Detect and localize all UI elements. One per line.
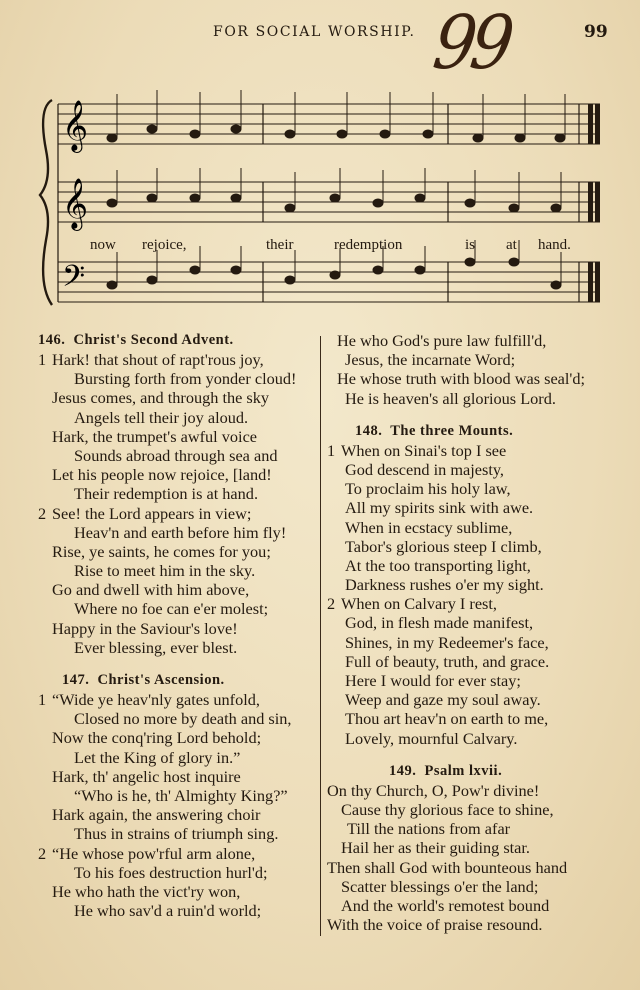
hymn-line: Sounds abroad through sea and <box>74 445 278 465</box>
hymn-line: Rise, ye saints, he comes for you; <box>52 541 271 561</box>
hymn-title: Psalm lxvii. <box>424 762 503 779</box>
verse-number: 2 <box>327 594 336 614</box>
hymn-number: 148. <box>355 422 383 439</box>
hymn-line: 1 “Wide ye heav'nly gates unfold, <box>38 690 260 709</box>
hymn-line: He who sav'd a ruin'd world; <box>74 901 262 921</box>
verse-number: 2 <box>38 843 47 863</box>
hymn-line: Let the King of glory in.” <box>74 747 241 767</box>
hymn-line: Ever blessing, ever blest. <box>74 637 238 657</box>
hymn-line: Cause thy glorious face to shine, <box>341 799 554 819</box>
hymn-line: “Who is he, th' Almighty King?” <box>74 785 288 805</box>
hymn-line: Tabor's glorious steep I climb, <box>345 536 542 556</box>
hymn-line: Now the conq'ring Lord behold; <box>52 728 262 748</box>
hymn-number: 146. <box>38 332 66 348</box>
hymn-line: Bursting forth from yonder cloud! <box>74 369 297 389</box>
hymn-line: Shines, in my Redeemer's face, <box>345 632 549 652</box>
hymn-heading <box>38 671 320 690</box>
verse-number: 1 <box>327 440 336 460</box>
hymn-line: 1 When on Sinai's top I see <box>327 440 507 460</box>
right-column <box>327 331 627 934</box>
hymn-title: Christ's Ascension. <box>97 672 225 688</box>
page-header <box>0 0 640 86</box>
hymn-line: Hark, the trumpet's awful voice <box>52 426 258 446</box>
hymn-line: Closed no more by death and sin, <box>74 709 292 729</box>
column-divider <box>320 336 321 936</box>
hymn-line: Heav'n and earth before him fly! <box>74 522 287 542</box>
lyric-word: redemption <box>334 237 403 253</box>
hymn-line: On thy Church, O, Pow'r divine! <box>327 780 540 800</box>
hymn-line: Go and dwell with him above, <box>52 580 250 600</box>
hymn-line: Darkness rushes o'er my sight. <box>345 575 544 595</box>
hymn-line: 2 “He whose pow'rful arm alone, <box>38 843 256 863</box>
hymn-line: God, in flesh made manifest, <box>345 613 534 633</box>
left-column <box>38 331 320 920</box>
hymn-line: Jesus comes, and through the sky <box>52 388 270 408</box>
treble-clef-icon: 𝄞 <box>62 100 89 151</box>
system-brace <box>40 100 52 305</box>
hymn-line: Full of beauty, truth, and grace. <box>345 651 550 671</box>
hymn-line: Lovely, mournful Calvary. <box>345 728 518 748</box>
hymn-line: All my spirits sink with awe. <box>345 498 534 518</box>
hymn-line: To his foes destruction hurl'd; <box>74 862 268 882</box>
hymn-title: The three Mounts. <box>390 422 514 439</box>
hymn-line: God descend in majesty, <box>345 459 505 479</box>
bass-clef-icon: 𝄢 <box>62 260 86 301</box>
hymn-line: Weep and gaze my soul away. <box>345 690 541 710</box>
hymn-line: He is heaven's all glorious Lord. <box>345 388 556 408</box>
handwritten-page-number: 99 <box>428 0 514 86</box>
hymn-line: He who God's pure law fulfill'd, <box>337 331 547 350</box>
hymn-line: Here I would for ever stay; <box>345 671 521 690</box>
hymn-number: 149. <box>389 762 417 779</box>
lyric-word: at <box>506 237 517 253</box>
hymn-line: Then shall God with bounteous hand <box>327 857 568 877</box>
hymn-line: Scatter blessings o'er the land; <box>341 876 539 896</box>
hymn-line: 1 Hark! that shout of rapt'rous joy, <box>38 350 264 369</box>
hymn-line: To proclaim his holy law, <box>345 479 511 499</box>
music-staff-system <box>0 80 640 315</box>
hymn-line: He whose truth with blood was seal'd; <box>337 369 586 389</box>
hymn-line: 2 See! the Lord appears in view; <box>38 503 252 523</box>
lyric-word: now <box>90 237 116 253</box>
hymn-heading <box>38 331 320 350</box>
hymn-line: 2 When on Calvary I rest, <box>327 594 497 614</box>
hymn-line: Hark, th' angelic host inquire <box>52 766 241 786</box>
notes <box>107 90 565 289</box>
hymn-line: Angels tell their joy aloud. <box>74 407 249 427</box>
verse-number: 2 <box>38 503 47 523</box>
treble-clef-icon: 𝄞 <box>62 178 89 229</box>
hymn-line: Happy in the Saviour's love! <box>52 618 238 638</box>
hymn-line: Where no foe can e'er molest; <box>74 599 269 619</box>
verse-number: 1 <box>38 350 47 369</box>
lyric-word: their <box>266 237 294 253</box>
hymn-line: He who hath the vict'ry won, <box>52 881 241 901</box>
lyric-word: is <box>465 237 476 253</box>
hymn-line: Their redemption is at hand. <box>74 484 259 504</box>
hymn-line: At the too transporting light, <box>345 555 531 575</box>
hymn-line: Thou art heav'n on earth to me, <box>345 709 549 729</box>
hymn-number: 147. <box>62 672 90 688</box>
hymn-line: Hail her as their guiding star. <box>341 838 530 858</box>
hymn-title: Christ's Second Advent. <box>73 332 234 348</box>
lyric-word: hand. <box>538 237 571 253</box>
hymn-line: When in ecstacy sublime, <box>345 517 513 537</box>
hymn-line: Jesus, the incarnate Word; <box>345 350 516 370</box>
hymn-heading <box>327 762 627 781</box>
verse-number: 1 <box>38 690 47 709</box>
hymn-line: Till the nations from afar <box>347 819 511 839</box>
lyric-word: rejoice, <box>142 237 187 253</box>
hymn-line: Rise to meet him in the sky. <box>74 561 256 581</box>
hymn-heading <box>327 422 627 441</box>
page-number: 99 <box>584 22 608 42</box>
hymn-line: Hark again, the answering choir <box>52 805 261 825</box>
hymn-line: Let his people now rejoice, [land! <box>52 465 272 485</box>
hymn-line: With the voice of praise resound. <box>327 915 543 935</box>
hymn-line: And the world's remotest bound <box>341 895 550 915</box>
running-title: FOR SOCIAL WORSHIP. <box>213 24 416 40</box>
hymn-line: Thus in strains of triumph sing. <box>74 824 279 844</box>
